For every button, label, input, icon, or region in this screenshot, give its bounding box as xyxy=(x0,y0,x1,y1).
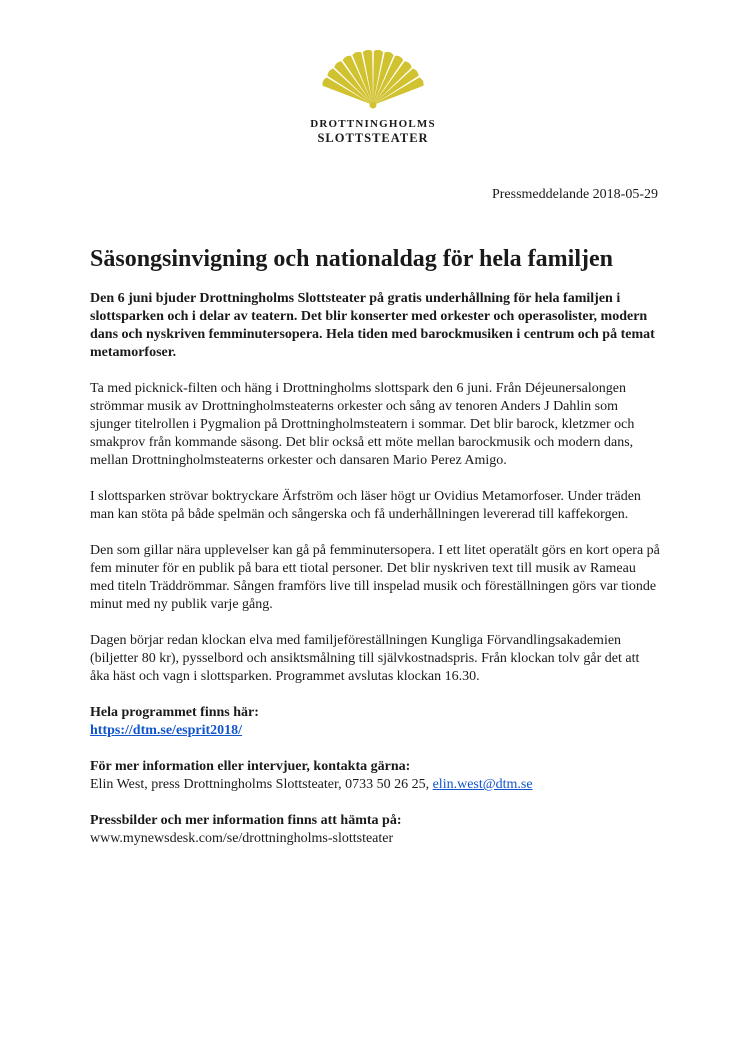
body-paragraph-4: Dagen börjar redan klockan elva med familjeföreställningen Kungliga Förvandlingsakademien (biljetter 80 kr), pysselbord och ansiktsmålning till självkostnadspris. Från klockan tolv går det att åka häst och vagn i slottsparken. Programmet avslutas klockan 16.30. xyxy=(90,633,640,684)
logo-text-line2: SLOTTSTEATER xyxy=(317,131,429,145)
fan-icon xyxy=(298,50,448,110)
page-title: Säsongsinvigning och nationaldag för hela familjen xyxy=(90,246,613,272)
body-paragraph-1: Ta med picknick-filten och häng i Drottningholms slottspark den 6 juni. Från Déjeunersalongen strömmar musik av Drottningholmsteaterns orkester och sång av tenoren Anders J Dahlin som sjunger titelrollen i Pygmalion på Drottningholmsteatern i sommar. Det blir barock, kletzmer och smakprov från kommande säsong. Det blir också ett möte mellan barockmusik och modern dans, mellan Drottningholmsteaterns orkester och dansaren Mario Perez Amigo. xyxy=(90,381,635,468)
logo xyxy=(0,50,746,146)
body-paragraph-2: I slottsparken strövar boktryckare Ärfström och läser högt ur Ovidius Metamorfoser. Under träden man kan stöta på både spelmän och sångerska och få underhållningen levererad till kaffekorgen. xyxy=(90,489,641,522)
article xyxy=(90,243,662,866)
program-section xyxy=(90,704,662,740)
program-label: Hela programmet finns här: xyxy=(90,705,259,720)
press-url: www.mynewsdesk.com/se/drottningholms-slottsteater xyxy=(90,831,394,846)
press-label: Pressbilder och mer information finns att hämta på: xyxy=(90,813,402,828)
body-paragraph-3: Den som gillar nära upplevelser kan gå på femminutersopera. I ett litet operatält görs en kort opera på fem minuter för en publik på bara ett tiotal personer. Det blir nyskriven text till musik av Rameau med titeln Träddrömmar. Sången framförs live till inspelad musik och föreställningen görs var tionde minut med ny publik varje gång. xyxy=(90,543,660,612)
contact-section xyxy=(90,758,662,794)
press-section xyxy=(90,812,662,848)
logo-text-line1: DROTTNINGHOLMS xyxy=(310,118,436,130)
lead-paragraph: Den 6 juni bjuder Drottningholms Slottsteater på gratis underhållning för hela familjen i slottsparken och i delar av teatern. Det blir konserter med orkester och operasolister, modern dans och nyskriven femminutersopera. Hela tiden med barockmusiken i centrum och på temat metamorfoser. xyxy=(90,291,655,360)
contact-label: För mer information eller intervjuer, kontakta gärna: xyxy=(90,759,411,774)
contact-text: Elin West, press Drottningholms Slottsteater, 0733 50 26 25, xyxy=(90,777,433,792)
press-release-date: Pressmeddelande 2018-05-29 xyxy=(491,187,658,202)
program-link[interactable]: https://dtm.se/esprit2018/ xyxy=(90,723,243,738)
contact-email-link[interactable]: elin.west@dtm.se xyxy=(432,777,533,792)
